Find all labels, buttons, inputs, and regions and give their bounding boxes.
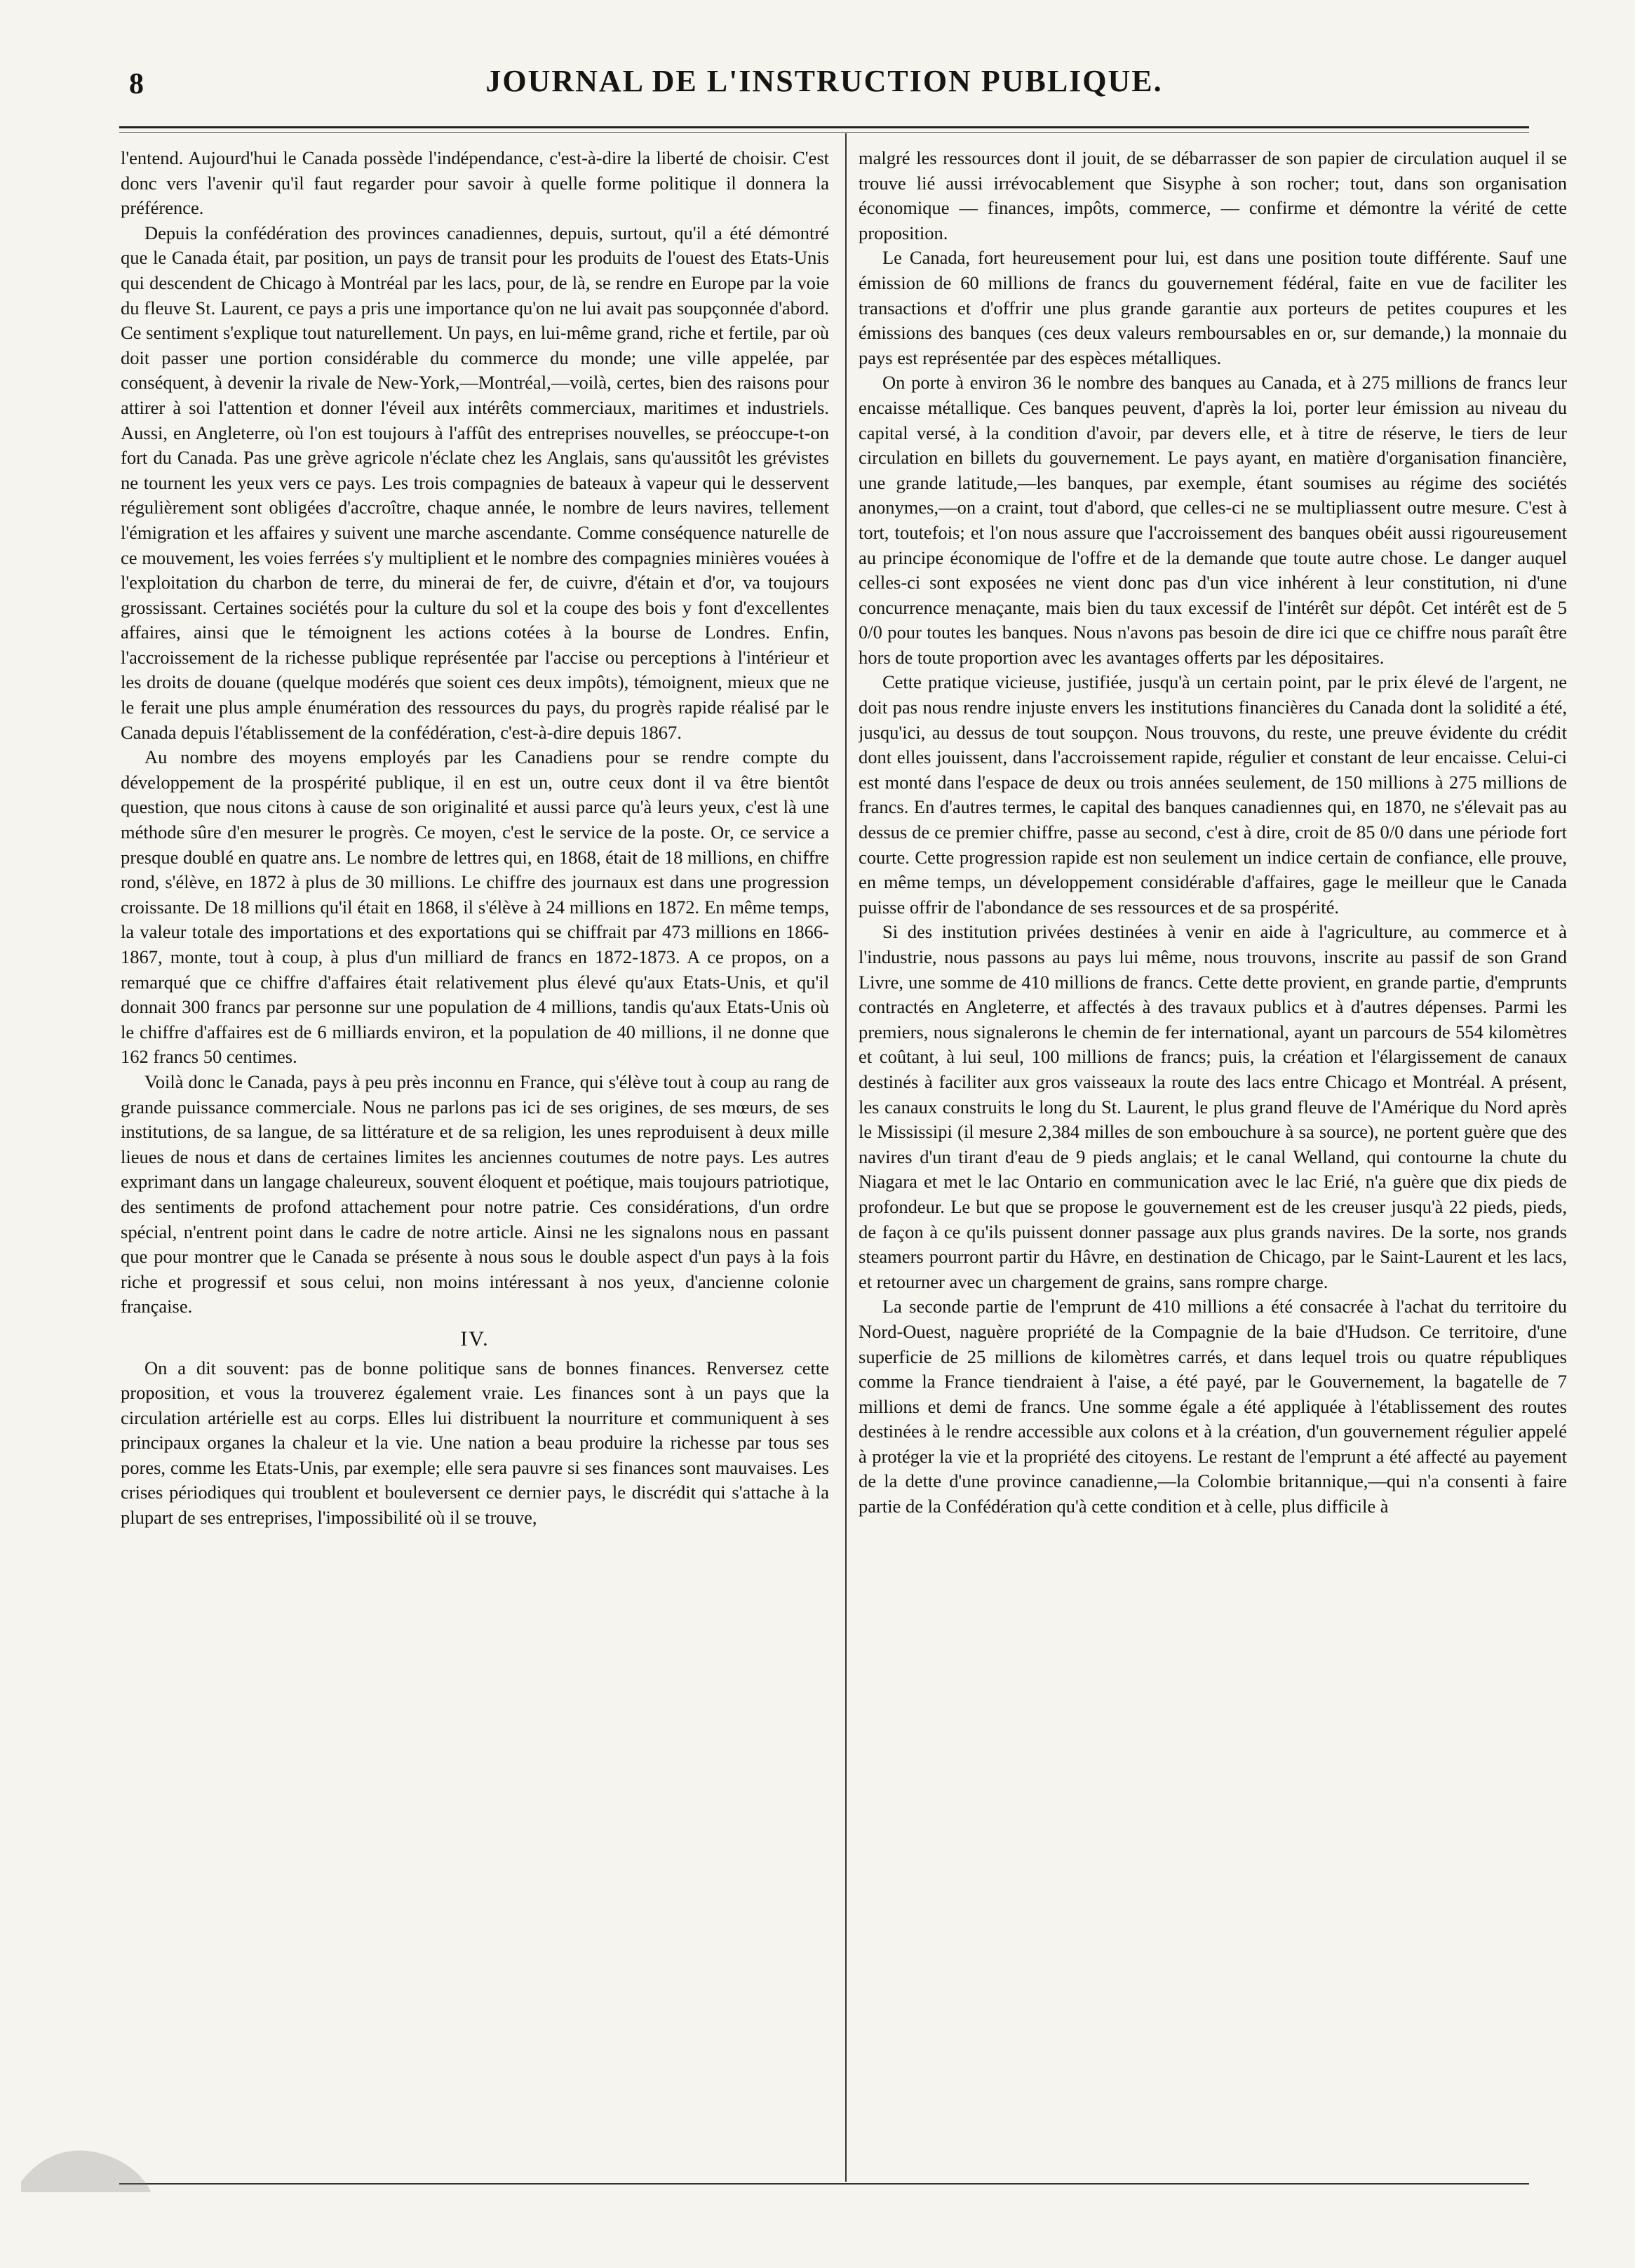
journal-title: JOURNAL DE L'INSTRUCTION PUBLIQUE. — [485, 64, 1163, 98]
right-column — [859, 146, 1567, 2173]
paragraph: l'entend. Aujourd'hui le Canada possède l'indépendance, c'est-à-dire la liberté de choisir. C'est donc vers l'avenir qu'il faut regarder pour savoir à quelle forme politique il donnera la préférence. — [121, 147, 829, 219]
header-rule-thin — [119, 132, 1529, 133]
left-column — [121, 146, 829, 2173]
paragraph: malgré les ressources dont il jouit, de se débarrasser de son papier de circulation auquel il se trouve lié aussi irrévocablement que Sisyphe à son rocher; tout, dans son organisation économique — finances, impôts, commerce, — confirme et démontre la vérité de cette proposition. — [859, 147, 1567, 243]
paragraph: Cette pratique vicieuse, justifiée, jusqu'à un certain point, par le prix élevé de l'argent, ne doit pas nous rendre injuste envers les institutions financières du Canada dont la solidité a été, jusqu'ici, au dessus de tout soupçon. Nous trouvons, du reste, une preuve évidente du crédit dont elles jouissent, dans l'accroissement rapide, régulier et constant de leur encaisse. Celui-ci est monté dans l'espace de deux ou trois années seulement, de 150 millions à 275 millions de francs. En d'autres termes, le capital des banques canadiennes qui, en 1870, ne s'élevait pas au dessus de ce premier chiffre, passe au second, c'est à dire, croit de 85 0/0 dans une période fort courte. Cette progression rapide est non seulement un indice certain de confiance, elle prouve, en même temps, un développement considérable d'affaires, gage le meilleur que le Canada puisse offrir de l'abondance de ses ressources et de sa prospérité. — [859, 671, 1567, 918]
footer-rule — [119, 2183, 1529, 2185]
section-heading: IV. — [460, 1327, 490, 1350]
page-header — [119, 60, 1529, 109]
paragraph: Si des institution privées destinées à venir en aide à l'agriculture, au commerce et à l'industrie, nous passons au pays lui même, nous trouvons, inscrite au passif de son Grand Livre, une somme de 410 millions de francs. Cette dette provient, en grande partie, d'emprunts contractés en Angleterre, et affectés à des travaux publics et à d'autres dépenses. Parmi les premiers, nous signalerons le chemin de fer international, ayant un parcours de 554 kilomètres et coûtant, à lui seul, 100 millions de francs; puis, la création et l'élargissement de canaux destinés à faciliter aux gros vaisseaux la route des lacs entre Chicago et Montréal. A présent, les canaux construits le long du St. Laurent, le plus grand fleuve de l'Amérique du Nord après le Mississipi (il mesure 2,384 milles de son embouchure à sa source), ne portent guère que des navires d'un tirant d'eau de 9 pieds anglais; et le canal Welland, qui contourne la chute du Niagara et met le lac Ontario en communication avec le lac Erié, n'a guère que dix pieds de profondeur. Le but que se propose le gouvernement est de les creuser jusqu'à 22 pieds, pieds, de façon à ce qu'ils puissent donner passage aux plus grands navires. De la sorte, nos grands steamers pourront partir du Hâvre, en destination de Chicago, par le Saint-Laurent et les lacs, et retourner avec un chargement de grains, sans rompre charge. — [859, 921, 1567, 1292]
paper-stain-decoration — [14, 2112, 154, 2196]
paragraph: Le Canada, fort heureusement pour lui, est dans une position toute différente. Sauf une émission de 60 millions de francs du gouvernement fédéral, faite en vue de faciliter les transactions et d'offrir une plus grande garantie aux porteurs de petites coupures et les émissions des banques (ces deux valeurs remboursables en or, sur demande,) la monnaie du pays est représentée par des espèces métalliques. — [859, 247, 1567, 368]
header-rule — [119, 126, 1529, 128]
paragraph: La seconde partie de l'emprunt de 410 millions a été consacrée à l'achat du territoire du Nord-Ouest, naguère propriété de la Compagnie de la baie d'Hudson. Ce territoire, d'une superficie de 25 millions de kilomètres carrés, et dans lequel trois ou quatre républiques comme la France tiendraient à l'aise, a été payé, par le Gouvernement, la bagatelle de 7 millions et demi de francs. Une somme égale a été appliquée à l'établissement des routes destinées à le rendre accessible aux colons et à la création, d'un gouvernement régulier appelé à protéger la vie et la propriété des citoyens. Le restant de l'emprunt a été affecté au payement de la dette d'une province canadienne,—la Colombie britannique,—qui n'a consenti à faire partie de la Confédération qu'à cette condition et à celle, plus difficile à — [859, 1296, 1567, 1517]
paragraph: On porte à environ 36 le nombre des banques au Canada, et à 275 millions de francs leur encaisse métallique. Ces banques peuvent, d'après la loi, porter leur émission au niveau du capital versé, à la condition d'avoir, par devers elle, et à titre de réserve, le tiers de leur circulation en billets du gouvernement. Le pays ayant, en matière d'organisation financière, une grande latitude,—les banques, par exemple, étant soumises au régime des sociétés anonymes,—on a craint, tout d'abord, que celles-ci ne se multipliassent outre mesure. C'est à tort, toutefois; et l'on nous assure que l'accroissement des banques obéit aussi rigoureusement au principe économique de l'offre et de la demande que toute autre chose. Le danger auquel celles-ci sont exposées ne vient donc pas d'un vice inhérent à leur constitution, ni d'une concurrence menaçante, mais bien du taux excessif de l'intérêt sur dépôt. Cet intérêt est de 5 0/0 pour toutes les banques. Nous n'avons pas besoin de dire ici que ce chiffre nous paraît être hors de toute proportion avec les avantages offerts par les dépositaires. — [859, 372, 1567, 668]
page-number: 8 — [129, 68, 144, 100]
paragraph: On a dit souvent: pas de bonne politique sans de bonnes finances. Renversez cette proposition, et vous la trouverez également vraie. Les finances sont à un pays que la circulation artérielle est au corps. Elles lui distribuent la nourriture et communiquent à ses principaux organes la chaleur et la vie. Une nation a beau produire la richesse par tous ses pores, comme les Etats-Unis, par exemple; elle sera pauvre si ses finances sont mauvaises. Les crises périodiques qui troublent et bouleversent ce dernier pays, le discrédit qui s'attache à la plupart de ses entreprises, l'impossibilité où il se trouve, — [121, 1357, 829, 1529]
paragraph: Au nombre des moyens employés par les Canadiens pour se rendre compte du développement de la prospérité publique, il en est un, outre ceux dont il va être bientôt question, que nous citons à cause de son originalité et aussi parce qu'à leurs yeux, c'est là une méthode sûre d'en mesurer le progrès. Ce moyen, c'est le service de la poste. Or, ce service a presque doublé en quatre ans. Le nombre de lettres qui, en 1868, était de 18 millions, en chiffre rond, s'élève, en 1872 à plus de 30 millions. Le chiffre des journaux est dans une progression croissante. De 18 millions qu'il était en 1868, il s'élève à 24 millions en 1872. En même temps, la valeur totale des importations et des exportations qui se chiffrait par 473 millions en 1866-1867, monte, tout à coup, à plus d'un milliard de francs en 1872-1873. A ce propos, on a remarqué que ce chiffre d'affaires était relativement plus élevé qu'aux Etats-Unis, et qu'il donnait 300 francs par personne sur une population de 4 millions, tandis qu'aux Etats-Unis où le chiffre d'affaires est de 6 milliards environ, et la population de 40 millions, il ne donne que 162 francs 50 centimes. — [121, 746, 829, 1068]
column-divider — [845, 133, 847, 2182]
paragraph: Voilà donc le Canada, pays à peu près inconnu en France, qui s'élève tout à coup au rang de grande puissance commerciale. Nous ne parlons pas ici de ses origines, de ses mœurs, de ses institutions, de sa langue, de sa littérature et de sa religion, les unes reproduisent à deux mille lieues de nous et dans de certaines limites les anciennes coutumes de notre pays. Les autres exprimant dans un langage chaleureux, souvent éloquent et poétique, mais toujours patriotique, des sentiments de profond attachement pour notre patrie. Ces considérations, d'un ordre spécial, n'entrent point dans le cadre de notre article. Ainsi ne les signalons nous en passant que pour montrer que le Canada se présente à nous sous le double aspect d'un pays à la fois riche et progressif et sous celui, non moins intéressant à nos yeux, d'ancienne colonie française. — [121, 1071, 829, 1317]
paragraph: Depuis la confédération des provinces canadiennes, depuis, surtout, qu'il a été démontré que le Canada était, par position, un pays de transit pour les produits de l'ouest des Etats-Unis qui descendent de Chicago à Montréal par les lacs, pour, de là, se rendre en Europe par la voie du fleuve St. Laurent, ce pays a pris une importance qu'on ne lui avait pas soupçonnée d'abord. Ce sentiment s'explique tout naturellement. Un pays, en lui-même grand, riche et fertile, par où doit passer une portion considérable du commerce du monde; une ville appelée, par conséquent, à devenir la rivale de New-York,—Montréal,—voilà, certes, bien des raisons pour attirer à soi l'attention et donner l'éveil aux intérêts commerciaux, maritimes et industriels. Aussi, en Angleterre, où l'on est toujours à l'affût des entreprises nouvelles, se préoccupe-t-on fort du Canada. Pas une grève agricole n'éclate chez les Anglais, sans qu'aussitôt les grévistes ne tournent les yeux vers ce pays. Les trois compagnies de bateaux à vapeur qui le desservent régulièrement sont obligées d'accroître, chaque année, le nombre de leurs navires, tellement l'émigration et les affaires y suivent une marche ascendante. Comme conséquence naturelle de ce mouvement, les voies ferrées s'y multiplient et le nombre des compagnies minières vouées à l'exploitation du charbon de terre, du minerai de fer, de cuivre, d'étain et d'or, va toujours grossissant. Certaines sociétés pour la culture du sol et la coupe des bois y font d'excellentes affaires, ainsi que le témoignent les actions cotées à la bourse de Londres. Enfin, l'accroissement de la richesse publique représentée par l'accise ou perceptions à l'intérieur et les droits de douane (quelque modérés que soient ces deux impôts), témoignent, mieux que ne le ferait une plus ample énumération des ressources du pays, du progrès rapide réalisé par le Canada depuis l'établissement de la confédération, c'est-à-dire depuis 1867. — [121, 222, 829, 743]
